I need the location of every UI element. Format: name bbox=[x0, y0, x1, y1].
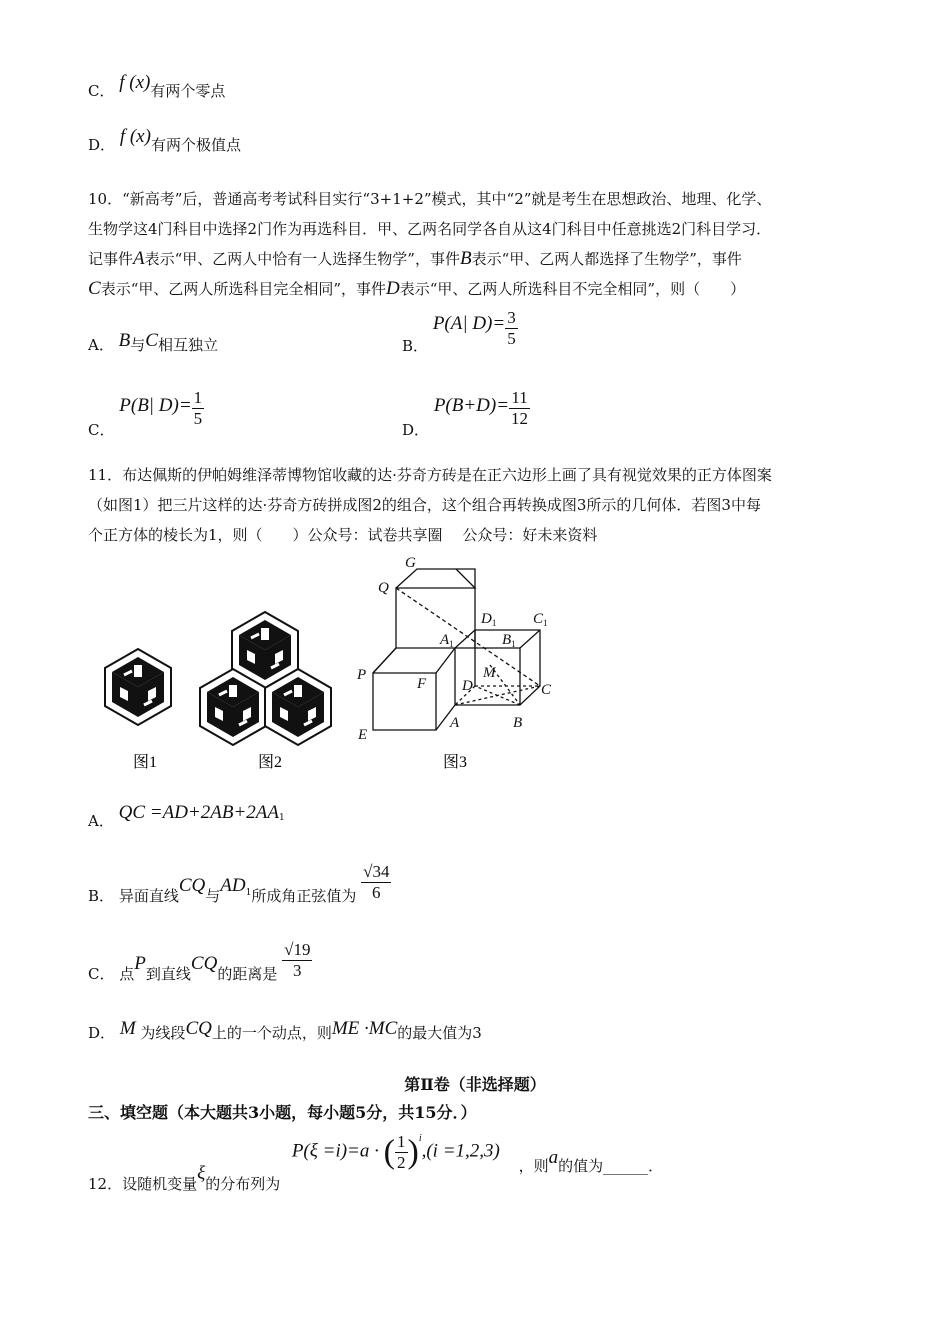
pt-C: C bbox=[541, 682, 552, 698]
q11-option-b: B． 异面直线CQ与$AD_1$所成角正弦值为 $\frac{√34}{6}$ bbox=[88, 862, 390, 905]
q10-option-d: D． P(B+D)= $\frac{11}{12}$ bbox=[402, 388, 529, 439]
pt-B: B bbox=[513, 715, 523, 731]
pt-A: A bbox=[450, 715, 460, 731]
fig2-cubes bbox=[200, 612, 331, 745]
q9-option-d: D． f (x)有两个极值点 bbox=[88, 126, 241, 154]
q10-option-a: A． B与C相互独立 bbox=[88, 330, 218, 354]
pt-D1: $D_1$ bbox=[481, 611, 497, 628]
pt-B1: $B_1$ bbox=[502, 632, 516, 649]
q12: 12．设随机变量ξ的分布列为 P(ξ =i)=a · ( $\frac{1}{2}$ )$^i$,(i =1,2,3) ，则a的值为______． bbox=[88, 1132, 664, 1193]
pt-G: G bbox=[405, 555, 416, 571]
q10-option-b: B． P(A| D)= $\frac{3}{5}$ bbox=[402, 308, 516, 355]
fig1-caption: 图1 bbox=[133, 754, 158, 771]
pt-M: M bbox=[483, 665, 496, 681]
pt-C1: $C_1$ bbox=[533, 611, 548, 628]
q9-option-c: C． f (x)有两个零点 bbox=[88, 72, 226, 100]
fig3-caption: 图3 bbox=[443, 754, 468, 771]
fig2-caption: 图2 bbox=[258, 754, 283, 771]
pt-A1: $A_1$ bbox=[440, 632, 454, 649]
pt-F: F bbox=[417, 676, 427, 692]
fig1-cube bbox=[105, 649, 171, 725]
section-heading: 三、填空题（本大题共3小题，每小题5分，共15分．） bbox=[88, 1103, 477, 1122]
section-title: 第Ⅱ卷（非选择题） bbox=[404, 1075, 546, 1094]
fig3-geometry bbox=[373, 569, 540, 730]
q11-option-a: A． QC $=AD+2AB+2AA^1$ bbox=[88, 802, 285, 830]
q11-stem: 11．布达佩斯的伊帕姆维泽蒂博物馆收藏的达·芬奇方砖是在正六边形上画了具有视觉效果的正方体图案 （如图1）把三片这样的达·芬奇方砖拼成图2的组合，这个组合再转换成图3所示的几何体．若图3中每 个正方体的棱长为1，则（ ）公众号：试卷共享圈 公众号：好未来资料 bbox=[88, 466, 772, 544]
pt-Q: Q bbox=[378, 580, 389, 596]
pt-D: D bbox=[462, 678, 473, 694]
q11-option-d: D． M 为线段CQ上的一个动点，则ME ·MC的最大值为3 bbox=[88, 1018, 482, 1042]
q10-option-c: C． P(B| D)= $\frac{1}{5}$ bbox=[88, 388, 203, 439]
pt-E: E bbox=[358, 727, 368, 743]
q11-figures bbox=[95, 555, 575, 780]
pt-P: P bbox=[357, 667, 367, 683]
q10-stem: 10．“新高考”后，普通高考考试科目实行“3+1+2”模式，其中“2”就是考生在思想政治、地理、化学、 生物学这4门科目中选择2门作为再选科目．甲、乙两名同学各自从这4门科目中任意挑选2门科目学习． 记事件A表示“甲、乙两人中恰有一人选择生物学”，事件B表示“甲、乙两人都选择了生物学”，事件 C表示“甲、乙两人所选科目完全相同”，事件D表示“甲、乙两人所选科目不完全相同”，则（ ） bbox=[88, 190, 772, 299]
q11-option-c: C． 点P到直线CQ的距离是 $\frac{√19}{3}$ bbox=[88, 940, 311, 983]
